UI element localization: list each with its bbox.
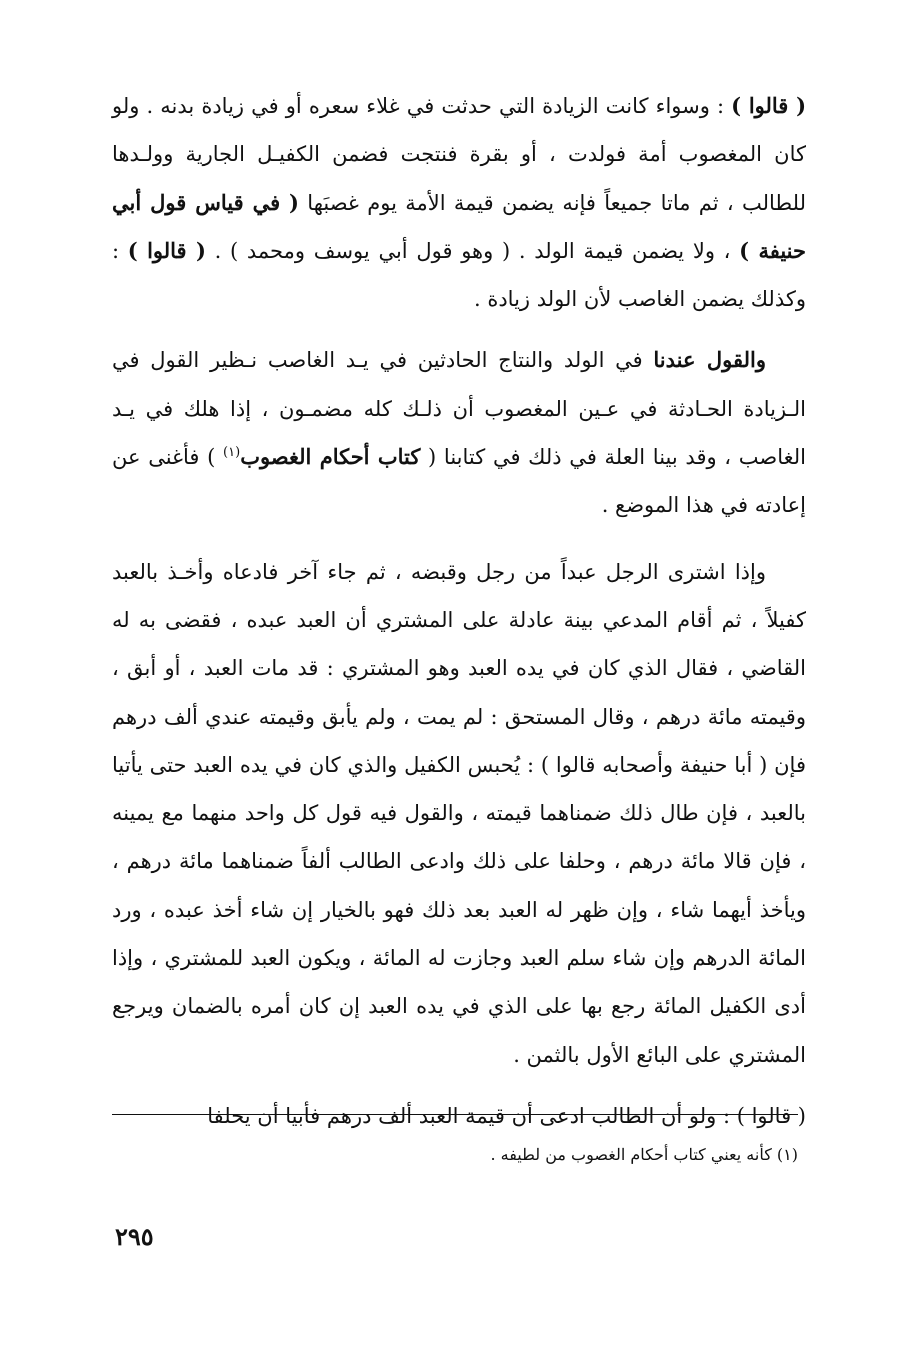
text-segment: في الولد والنتاج الحادثين في يـد الغاصب نـظير القول في الـزيادة الحـادثة في عـين المغصوب أن ذلـك كله مضمـون ، إذا هلك في يـد الغاصب ، وقد بينا العلة في ذلك في كتابنا (	[112, 348, 806, 470]
text-segment: : وكذلك يضمن الغاصب لأن الولد زيادة .	[112, 238, 806, 312]
footnote-marker: (١)	[223, 445, 241, 461]
paragraph-3	[112, 548, 806, 1079]
footnote-divider	[112, 1114, 798, 1115]
page-number: ٢٩٥	[115, 1222, 154, 1251]
bold-phrase: كتاب أحكام الغصوب	[240, 444, 421, 470]
text-segment: : وسواء كانت الزيادة التي حدثت في غلاء سعره أو في زيادة بدنه . ولو كان المغصوب أمة فولدت ، أو بقرة فنتجت فضمن الكفيـل الجارية وولـدها للطالب ، ثم ماتا جميعاً فإنه يضمن قيمة الأمة يوم غصبَها	[112, 94, 806, 215]
paragraph-4	[112, 1092, 806, 1140]
text-segment: وإذا اشترى الرجل عبداً من رجل وقبضه ، ثم جاء آخر فادعاه وأخـذ بالعبد كفيلاً ، ثم أقام المدعي بينة عادلة على المشتري أن العبد عبده ، فقضى به له القاضي ، فقال الذي كان في يده العبد وهو المشتري : قد مات العبد ، أو أبق ، وقيمته مائة درهم ، وقال المستحق : لم يمت ، ولم يأبق وقيمته عندي ألف درهم فإن ( أبا حنيفة وأصحابه قالوا ) : يُحبس الكفيل والذي كان في يده العبد حتى يأتيا بالعبد ، فإن طال ذلك ضمناهما قيمته ، والقول فيه قول كل واحد منهما مع يمينه ، فإن قالا مائة درهم ، وحلفا على ذلك وادعى الطالب ألفاً ضمناهما مائة درهم ، ويأخذ أيهما شاء ، وإن ظهر له العبد بعد ذلك فهو بالخيار إن شاء أخذ عبده ، ورد المائة الدرهم وإن شاء سلم العبد وجازت له المائة ، ويكون العبد للمشتري ، وإذا أدى الكفيل المائة رجع بها على الذي في يده العبد إن كان أمره بالضمان ويرجع المشتري على البائع الأول بالثمن .	[112, 559, 806, 1067]
footnote: (١) كأنه يعني كتاب أحكام الغصوب من لطيفه .	[490, 1145, 798, 1164]
paragraph-1	[112, 82, 806, 323]
text-segment: ) فأغنى عن إعادته في هذا الموضع .	[112, 445, 806, 518]
text-segment: ، ولا يضمن قيمة الولد . ( وهو قول أبي يوسف ومحمد ) .	[205, 238, 740, 263]
paragraph-2	[112, 336, 806, 529]
body-text	[112, 82, 806, 1140]
bold-phrase: ( قالوا )	[127, 237, 206, 263]
bold-phrase: والقول عندنا	[653, 347, 766, 373]
text-segment: ( قالوا ) : ولو أن الطالب ادعى أن قيمة العبد ألف درهم فأبيا أن يحلفا	[207, 1103, 806, 1128]
bold-phrase: ( في قياس قول أبي حنيفة )	[112, 189, 806, 263]
bold-phrase: ( قالوا )	[731, 93, 807, 118]
